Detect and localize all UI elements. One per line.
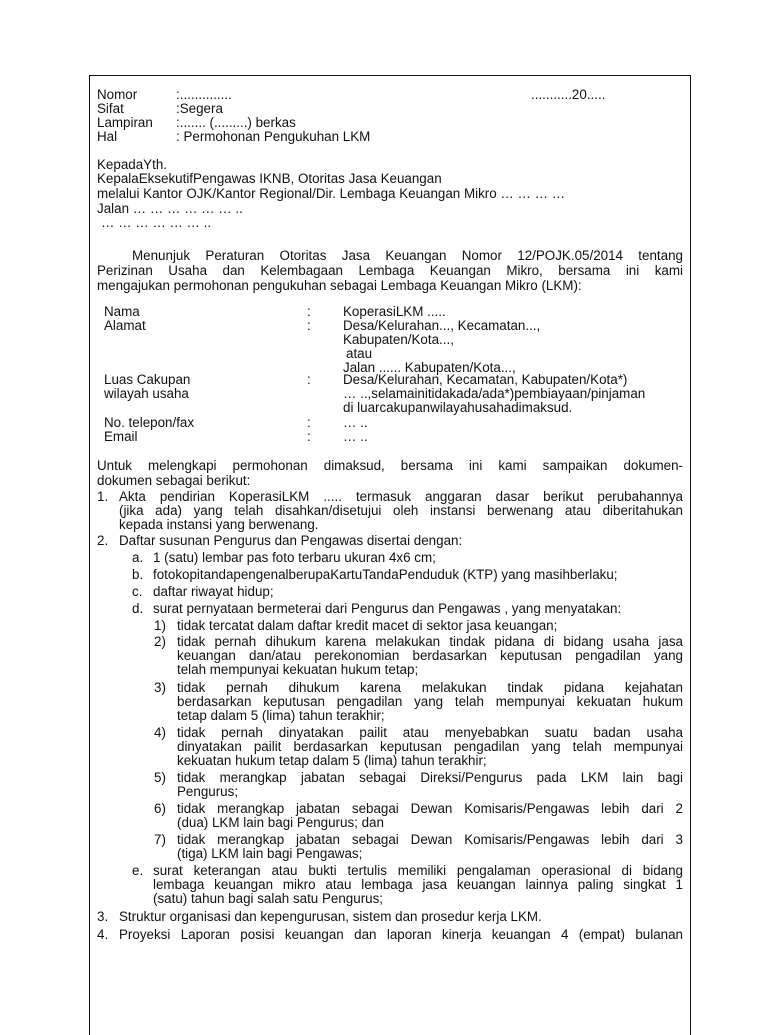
alamat-line: Desa/Kelurahan..., Kecamatan..., [343, 318, 541, 333]
nomor-value: :.............. [176, 87, 232, 102]
letter-date: ...........20..... [531, 87, 606, 102]
alamat-line: Jalan ...... Kabupaten/Kota..., [343, 360, 516, 375]
subitem-letter: b. [132, 567, 144, 582]
subitem-letter: e. [132, 863, 144, 878]
address-line: melalui Kantor OJK/Kantor Regional/Dir. Lembaga Keuangan Mikro … … … … [97, 186, 566, 201]
email-value: … .. [343, 429, 368, 444]
intro-line: Menunjuk Peraturan Otoritas Jasa Keuangan Nomor 12/POJK.05/2014 tentang [132, 248, 683, 263]
statement-text: tidak merangkap jabatan sebagai Direksi/Pengurus pada LKM lain bagi [177, 770, 683, 785]
alamat-line: atau [346, 346, 373, 361]
item-text: (jika ada) yang telah disahkan/disetujui oleh instansi berwenang atau diberitahukan [119, 503, 683, 518]
statement-number: 7) [154, 832, 166, 847]
item-text: Akta pendirian KoperasiLKM ..... termasuk anggaran dasar berikut perubahannya [119, 489, 683, 504]
alamat-line: Kabupaten/Kota..., [343, 332, 454, 347]
statement-text: telah mempunyai kekuatan hukum tetap; [177, 662, 419, 677]
luas-line: Desa/Kelurahan, Kecamatan, Kabupaten/Kota*) [343, 372, 628, 387]
address-line: Jalan … … … … … … .. [97, 201, 243, 216]
statement-text: tidak merangkap jabatan sebagai Dewan Komisaris/Pengawas lebih dari 2 [177, 801, 683, 816]
alamat-label: Alamat [104, 318, 146, 333]
item-number: 4. [97, 927, 109, 942]
statement-text: berdasarkan keputusan pengadilan yang telah mempunyai kekuatan hukum [177, 694, 683, 709]
colon: : [307, 415, 311, 430]
lampiran-value: :....... (.........) berkas [176, 115, 296, 130]
subitem-text: lembaga keuangan mikro atau lembaga jasa keuangan lainnya paling singkat 1 [153, 877, 683, 892]
luas-label: wilayah usaha [104, 386, 189, 401]
telp-label: No. telepon/fax [104, 415, 195, 430]
subitem-text: surat keterangan atau bukti tertulis memiliki pengalaman operasional di bidang [153, 863, 683, 878]
statement-text: tidak tercatat dalam daftar kredit macet di sektor jasa keuangan; [177, 618, 558, 633]
luas-label: Luas Cakupan [104, 372, 191, 387]
docs-intro-line: dokumen sebagai berikut: [97, 473, 251, 488]
item-text: Proyeksi Laporan posisi keuangan dan laporan kinerja keuangan 4 (empat) bulanan [119, 927, 683, 942]
sifat-value: :Segera [176, 101, 223, 116]
item-text: Daftar susunan Pengurus dan Pengawas disertai dengan: [119, 533, 463, 548]
nama-label: Nama [104, 304, 140, 319]
address-line: KepalaEksekutifPengawas IKNB, Otoritas Jasa Keuangan [97, 171, 442, 186]
nama-value: KoperasiLKM ..... [343, 304, 446, 319]
statement-number: 5) [154, 770, 166, 785]
telp-value: … .. [343, 415, 368, 430]
subitem-text: (satu) tahun bagi salah satu Pengurus; [153, 891, 384, 906]
statement-number: 6) [154, 801, 166, 816]
statement-number: 3) [154, 680, 166, 695]
subitem-text: daftar riwayat hidup; [153, 584, 274, 599]
statement-text: tidak merangkap jabatan sebagai Dewan Komisaris/Pengawas lebih dari 3 [177, 832, 683, 847]
address-line: KepadaYth. [97, 157, 167, 172]
statement-text: Pengurus; [177, 784, 239, 799]
luas-line: … ..,selamainitidakada/ada*)pembiayaan/pinjaman [343, 386, 646, 401]
statement-text: tidak pernah dihukum karena melakukan tindak pidana di bidang usaha jasa [177, 634, 683, 649]
statement-text: dinyatakan pailit berdasarkan keputusan pengadilan yang telah mempunyai [177, 739, 683, 754]
statement-number: 1) [154, 618, 166, 633]
email-label: Email [104, 429, 138, 444]
statement-text: (tiga) LKM lain bagi Pengawas; [177, 846, 363, 861]
colon: : [307, 304, 311, 319]
nomor-label: Nomor [97, 87, 138, 102]
statement-text: tidak pernah dinyatakan pailit atau menyebabkan suatu badan usaha [177, 725, 683, 740]
item-number: 2. [97, 533, 109, 548]
subitem-text: 1 (satu) lembar pas foto terbaru ukuran 4x6 cm; [153, 550, 436, 565]
intro-line: Perizinan Usaha dan Kelembagaan Lembaga Keuangan Mikro, bersama ini kami [97, 263, 683, 278]
subitem-text: surat pernyataan bermeterai dari Pengurus dan Pengawas , yang menyatakan: [153, 601, 622, 616]
item-text: Struktur organisasi dan kepengurusan, sistem dan prosedur kerja LKM. [119, 909, 542, 924]
colon: : [307, 429, 311, 444]
item-number: 1. [97, 489, 109, 504]
sifat-label: Sifat [97, 101, 124, 116]
statement-text: tidak pernah dihukum karena melakukan tindak pidana kejahatan [177, 680, 683, 695]
statement-number: 4) [154, 725, 166, 740]
item-text: kepada instansi yang berwenang. [119, 517, 319, 532]
subitem-letter: c. [132, 584, 143, 599]
item-number: 3. [97, 909, 109, 924]
statement-text: keuangan dan/atau perekonomian berdasarkan keputusan pengadilan yang [177, 648, 683, 663]
hal-value: : Permohonan Pengukuhan LKM [176, 129, 371, 144]
subitem-letter: d. [132, 601, 144, 616]
subitem-letter: a. [132, 550, 144, 565]
statement-text: tetap dalam 5 (lima) tahun terakhir; [177, 708, 385, 723]
intro-line: mengajukan permohonan pengukuhan sebagai Lembaga Keuangan Mikro (LKM): [97, 278, 582, 293]
luas-line: di luarcakupanwilayahusahadimaksud. [343, 400, 573, 415]
colon: : [307, 372, 311, 387]
subitem-text: fotokopitandapengenalberupaKartuTandaPenduduk (KTP) yang masihberlaku; [153, 567, 618, 582]
lampiran-label: Lampiran [97, 115, 153, 130]
address-line: … … … … … … .. [101, 215, 212, 230]
colon: : [307, 318, 311, 333]
docs-intro-line: Untuk melengkapi permohonan dimaksud, bersama ini kami sampaikan dokumen- [97, 458, 683, 473]
statement-number: 2) [154, 634, 166, 649]
statement-text: kekuatan hukum tetap dalam 5 (lima) tahun terakhir; [177, 753, 487, 768]
statement-text: (dua) LKM lain bagi Pengurus; dan [177, 815, 384, 830]
hal-label: Hal [97, 129, 118, 144]
